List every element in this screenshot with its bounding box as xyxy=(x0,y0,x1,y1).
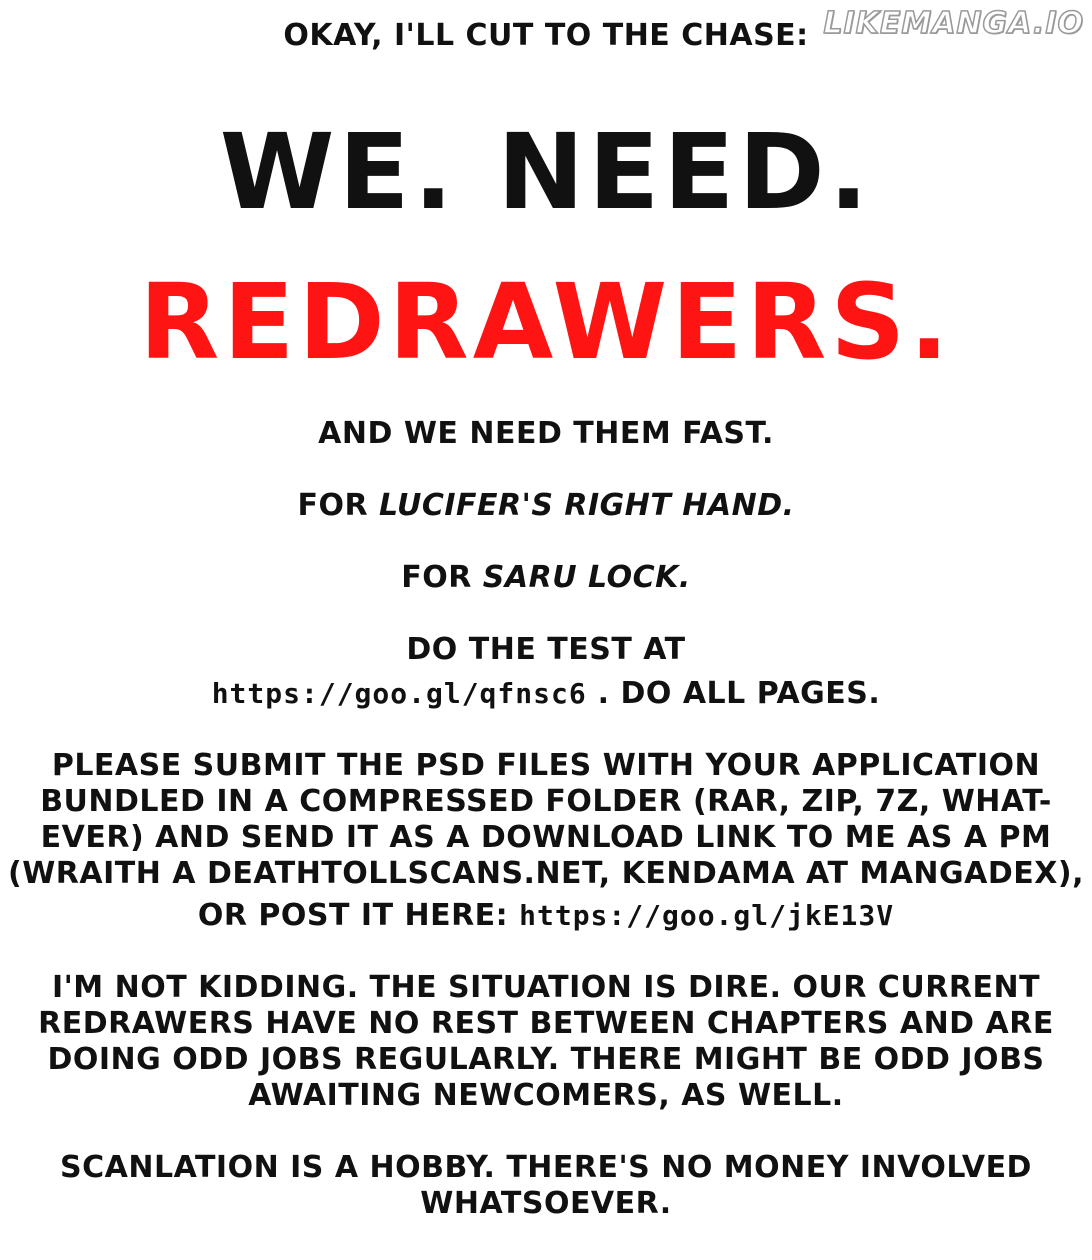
submit-post-prefix: OR POST IT HERE: xyxy=(197,898,520,933)
kidding-line-2: REDRAWERS HAVE NO REST BETWEEN CHAPTERS AND ARE xyxy=(38,1006,1054,1041)
submit-line-4: (WRAITH A DEATHTOLLSCANS.NET, KENDAMA AT MANGADEX), xyxy=(7,856,1085,891)
for-lucifer-line xyxy=(0,488,1092,524)
kidding-line-3: DOING ODD JOBS REGULARLY. THERE MIGHT BE ODD JOBS xyxy=(47,1042,1045,1077)
submit-line-2: BUNDLED IN A COMPRESSED FOLDER (RAR, ZIP, 7Z, WHAT- xyxy=(40,784,1052,819)
fast-text: AND WE NEED THEM FAST. xyxy=(318,416,774,451)
submit-link[interactable]: https://goo.gl/jkE13V xyxy=(519,899,895,932)
kidding-line-1: I'M NOT KIDDING. THE SITUATION IS DIRE. OUR CURRENT xyxy=(51,970,1041,1005)
kidding-line-4: AWAITING NEWCOMERS, AS WELL. xyxy=(248,1078,844,1113)
headline-redrawers: REDRAWERS. xyxy=(139,261,953,383)
headline-we-need: WE. NEED. xyxy=(219,111,873,233)
for-saru-prefix: FOR xyxy=(401,560,483,595)
submit-line-1: PLEASE SUBMIT THE PSD FILES WITH YOUR APPLICATION xyxy=(51,748,1041,783)
hobby-line-2: WHATSOEVER. xyxy=(420,1186,672,1221)
for-lucifer-prefix: FOR xyxy=(297,488,380,523)
for-saru-title: SARU LOCK. xyxy=(482,560,691,595)
for-saru-line xyxy=(0,560,1092,596)
hobby-line-1: SCANLATION IS A HOBBY. THERE'S NO MONEY INVOLVED xyxy=(60,1150,1032,1185)
test-suffix: . DO ALL PAGES. xyxy=(586,676,881,711)
test-line-2 xyxy=(0,676,1092,712)
intro-text: OKAY, I'LL CUT TO THE CHASE: xyxy=(283,18,809,53)
submit-line-5 xyxy=(0,898,1092,934)
test-link[interactable]: https://goo.gl/qfnsc6 xyxy=(211,677,587,710)
watermark-logo: LIKEMANGA.IO xyxy=(823,6,1084,41)
test-line-1: DO THE TEST AT xyxy=(406,632,686,667)
for-lucifer-title: LUCIFER'S RIGHT HAND. xyxy=(379,488,795,523)
submit-line-3: EVER) AND SEND IT AS A DOWNLOAD LINK TO ME AS A PM xyxy=(40,820,1052,855)
